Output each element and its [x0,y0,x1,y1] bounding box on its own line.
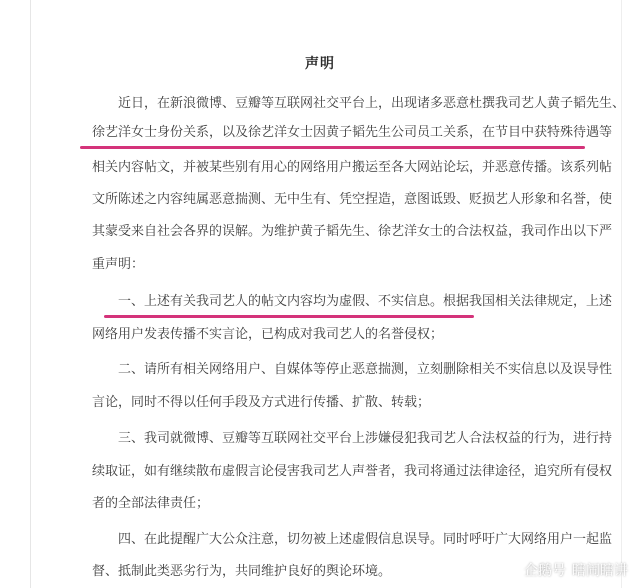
paper-right-edge [621,0,622,588]
paragraph-line-3: 相关内容帖文，并被某些别有用心的网络用户搬运至各大网站论坛，并恶意传播。该系列帖 [92,160,613,175]
paragraph-line-6: 重声明： [92,257,145,272]
paragraph-line-2: 徐艺洋女士身份关系，以及徐艺洋女士因黄子韬先生公司员工关系，在节目中获特殊待遇等 [92,125,613,140]
clause-3-line-3: 者的全部法律责任； [92,496,210,511]
watermark-platform: 企鹅号 [524,563,566,579]
clause-4-line-1: 四、在此提醒广大公众注意，切勿被上述虚假信息误导。同时呼吁广大网络用户一起监 [118,532,613,547]
highlight-underline-2 [104,315,474,318]
clause-2-line-2: 言论，同时不得以任何手段及方式进行传播、扩散、转载； [92,395,431,410]
watermark-account: 瞎闹瞎讲 [572,563,628,579]
clause-1-line-2: 网络用户发表传播不实言论，已构成对我司艺人的名誉侵权； [92,327,444,342]
statement-title: 声明 [305,56,335,72]
clause-2-line-1: 二、请所有相关网络用户、自媒体等停止恶意揣测，立刻删除相关不实信息以及误导性 [118,362,613,377]
clause-3-line-1: 三、我司就微博、豆瓣等互联网社交平台上涉嫌侵犯我司艺人合法权益的行为，进行持 [118,431,613,446]
penguin-icon [500,561,518,579]
highlight-underline-1 [80,146,585,149]
clause-3-line-2: 续取证，如有继续散布虚假言论侵害我司艺人声誉者，我司将通过法律途径，追究所有侵权 [92,464,613,479]
paragraph-line-5: 其蒙受来自社会各界的误解。为维护黄子韬先生、徐艺洋女士的合法权益，我司作出以下严 [92,224,613,239]
source-watermark [500,560,628,580]
clause-4-line-2: 督、抵制此类恶劣行为，共同维护良好的舆论环境。 [92,564,392,579]
clause-1-line-1: 一、上述有关我司艺人的帖文内容均为虚假、不实信息。根据我国相关法律规定，上述 [118,294,613,309]
paper-left-edge [30,0,31,588]
paragraph-line-4: 文所陈述之内容纯属恶意揣测、无中生有、凭空捏造，意图诋毁、贬损艺人形象和名誉，使 [92,192,613,207]
paragraph-line-1: 近日，在新浪微博、豆瓣等互联网社交平台上，出现诸多恶意杜撰我司艺人黄子韬先生、 [118,96,626,111]
